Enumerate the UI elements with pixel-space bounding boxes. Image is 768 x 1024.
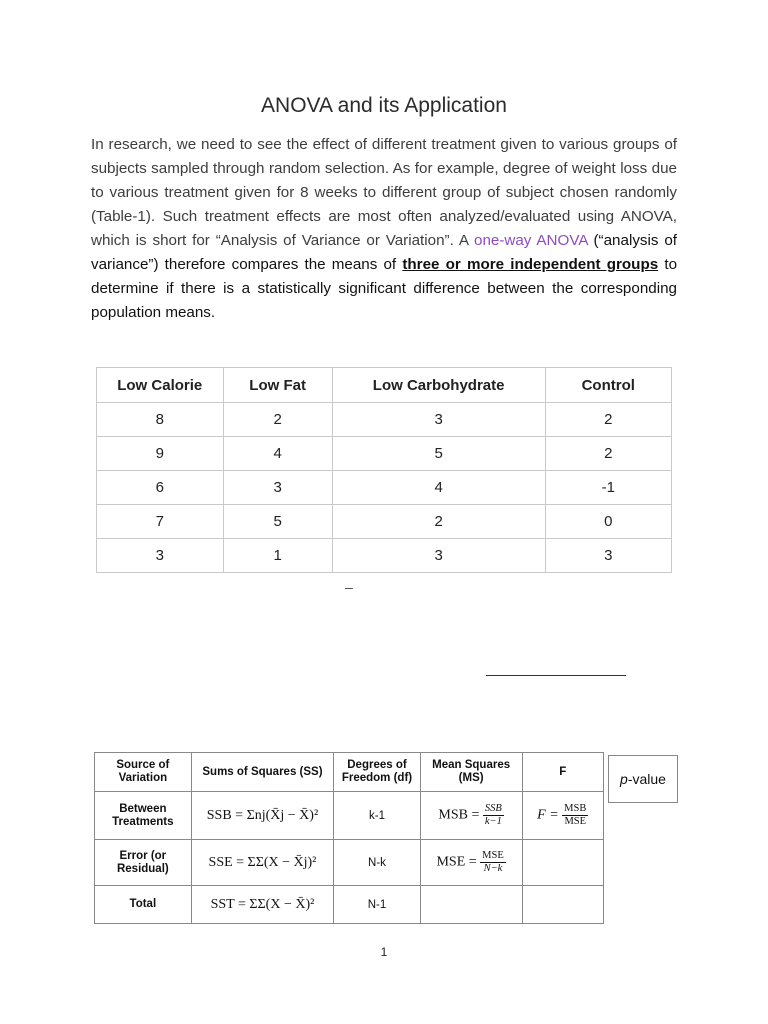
diet-cell: 7 <box>97 505 224 539</box>
pvalue-box <box>608 755 678 803</box>
diet-cell: 8 <box>97 403 224 437</box>
f-fraction <box>562 803 588 828</box>
intro-emphasis: three or more independent groups <box>402 256 659 273</box>
diet-cell: 5 <box>332 437 545 471</box>
diet-header-cell: Low Carbohydrate <box>332 368 545 403</box>
pvalue-rest: -value <box>627 771 666 787</box>
diet-header-cell: Control <box>545 368 672 403</box>
table-row <box>97 471 672 505</box>
diet-cell: 2 <box>545 403 672 437</box>
ms-numerator: MSE <box>482 850 504 861</box>
anova-header-cell: Source of Variation <box>95 753 192 792</box>
diet-cell: 4 <box>223 437 332 471</box>
table-row <box>95 792 604 840</box>
table-row <box>97 505 672 539</box>
ms-lhs: MSB = <box>438 807 480 823</box>
table-row <box>95 886 604 924</box>
diet-cell: 1 <box>223 539 332 573</box>
diet-cell: 3 <box>97 539 224 573</box>
anova-header-cell: Sums of Squares (SS) <box>191 753 334 792</box>
ms-denominator: N−k <box>483 863 503 874</box>
table-row <box>97 403 672 437</box>
diet-cell: 3 <box>332 403 545 437</box>
diet-cell: 3 <box>223 471 332 505</box>
intro-paragraph <box>91 133 677 325</box>
diet-cell: 4 <box>332 471 545 505</box>
ms-numerator: SSB <box>483 803 504 816</box>
anova-ss-formula: SSB = Σnj(X̄j − X̄)² <box>191 792 334 840</box>
anova-f-cell-empty <box>522 886 603 924</box>
diet-table <box>96 367 672 573</box>
table-row <box>97 539 672 573</box>
anova-header-cell: F <box>522 753 603 792</box>
f-lhs: F = <box>537 807 559 823</box>
diet-cell: 6 <box>97 471 224 505</box>
page-number: 1 <box>380 945 388 959</box>
diet-header-cell: Low Calorie <box>97 368 224 403</box>
anova-df-cell: N-1 <box>334 886 421 924</box>
intro-text-3: to determine if there is a statistically significant difference between the corresponding population means. <box>91 256 678 321</box>
ms-fraction <box>483 803 504 828</box>
f-denominator: MSE <box>564 816 587 827</box>
document-title: ANOVA and its Application <box>261 94 507 117</box>
anova-f-cell-empty <box>522 840 603 886</box>
anova-source-cell: Total <box>95 886 192 924</box>
anova-ss-formula: SST = ΣΣ(X − X̄)² <box>191 886 334 924</box>
anova-source-cell: Between Treatments <box>95 792 192 840</box>
intro-text-2: (“analysis of variance”) therefore compares the means of <box>91 232 678 273</box>
ms-lhs: MSE = <box>436 854 477 870</box>
diet-cell: 2 <box>545 437 672 471</box>
intro-text-1: In research, we need to see the effect of different treatment given to various groups of subjects sampled through random selection. As for example, degree of weight loss due to various treatment given for 8 weeks to different group of subject chosen randomly (Table-1). Such treatment effects are most often analyzed/evaluated using ANOVA, which is short for “Analysis of Variance or Variation”. A <box>91 136 677 249</box>
anova-df-cell: k-1 <box>334 792 421 840</box>
table-row <box>95 840 604 886</box>
diet-cell: 2 <box>223 403 332 437</box>
diet-cell: -1 <box>545 471 672 505</box>
anova-f-formula <box>522 792 603 840</box>
diet-cell: 2 <box>332 505 545 539</box>
anova-table <box>94 752 604 924</box>
diet-cell: 3 <box>545 539 672 573</box>
f-numerator: MSB <box>564 803 587 814</box>
anova-df-cell: N-k <box>334 840 421 886</box>
horizontal-rule <box>486 675 626 676</box>
one-way-anova-link[interactable]: one-way ANOVA <box>474 232 588 249</box>
anova-header-cell: Mean Squares (MS) <box>420 753 522 792</box>
anova-ms-formula <box>420 840 522 886</box>
anova-ms-formula <box>420 792 522 840</box>
stray-dash-mark <box>345 588 353 589</box>
diet-cell: 9 <box>97 437 224 471</box>
diet-cell: 0 <box>545 505 672 539</box>
anova-source-cell: Error (or Residual) <box>95 840 192 886</box>
anova-header-cell: Degrees of Freedom (df) <box>334 753 421 792</box>
pvalue-p: p <box>620 771 628 787</box>
anova-ss-formula: SSE = ΣΣ(X − X̄j)² <box>191 840 334 886</box>
diet-table-header-row <box>97 368 672 403</box>
table-row <box>97 437 672 471</box>
anova-ms-cell-empty <box>420 886 522 924</box>
diet-cell: 5 <box>223 505 332 539</box>
diet-cell: 3 <box>332 539 545 573</box>
ms-fraction <box>480 850 506 875</box>
diet-header-cell: Low Fat <box>223 368 332 403</box>
ms-denominator: k−1 <box>484 816 502 827</box>
anova-header-row <box>95 753 604 792</box>
